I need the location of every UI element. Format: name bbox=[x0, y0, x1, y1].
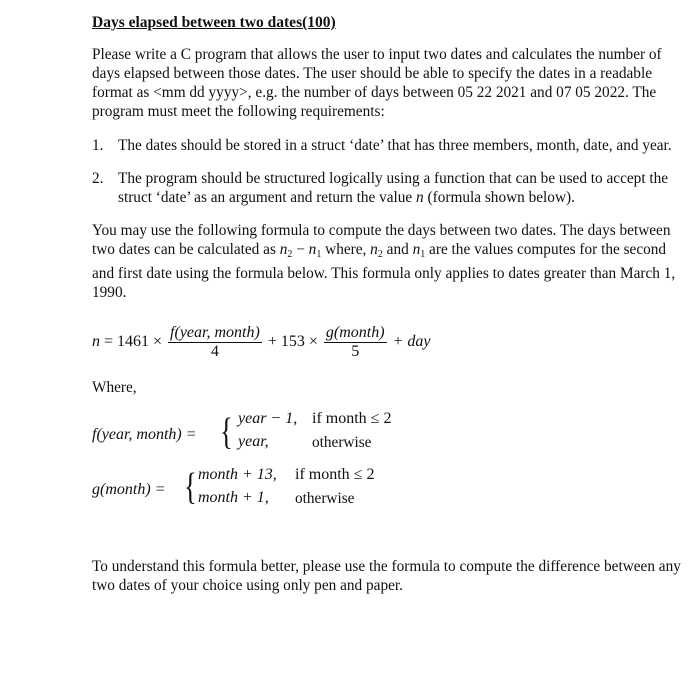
requirement-text: The program should be structured logically using a function that can be used to accept the struct ‘date’ as an argument and return the value n (formula shown below). bbox=[118, 170, 669, 206]
closing-paragraph: To understand this formula better, please use the formula to compute the difference between any two dates of your choice using only pen and paper. bbox=[92, 558, 681, 594]
f-case2-value: year, bbox=[238, 433, 269, 450]
fraction-g: $\frac{\text{g(month)}}{5}$ bbox=[325, 324, 385, 360]
formula-intro-paragraph: You may use the following formula to compute the days between two dates. The days between two dates can be calculated as $n_2 - n_1$ where, $n_2$ and $n_1$ are the values computes for the second and first date using the formula below. This formula only applies to dates greater than March 1, 1990. bbox=[92, 222, 676, 301]
requirement-text: The dates should be stored in a struct ‘date’ that has three members, month, date, and year. bbox=[118, 137, 672, 154]
g-case2-value: month + 1, bbox=[198, 489, 269, 506]
g-brace: { bbox=[184, 466, 197, 508]
fraction-f: $\frac{\text{f(year, month)}}{4}$ bbox=[170, 324, 260, 360]
requirement-number: 2. bbox=[92, 170, 104, 187]
g-definition-lhs: g(month) = bbox=[92, 481, 166, 498]
where-label: Where, bbox=[92, 379, 137, 396]
f-case1-value: year − 1, bbox=[238, 410, 298, 427]
page-title: Days elapsed between two dates(100) bbox=[92, 14, 336, 31]
intro-paragraph: Please write a C program that allows the user to input two dates and calculates the number of days elapsed between those dates. The user should be able to specify the dates in a readable format as <mm dd yyyy>, e.g. the number of days between 05 22 2021 and 07 05 2022. The program must meet the following requirements: bbox=[92, 46, 662, 120]
main-formula: n = 1461 × $\frac{\text{f(year, month)}}{4}$ + 153 × $\frac{\text{g(month)}}{5}$ + day bbox=[92, 324, 431, 360]
f-case1-condition: if month ≤ 2 bbox=[312, 410, 392, 427]
g-case1-value: month + 13, bbox=[198, 466, 277, 483]
g-case1-condition: if month ≤ 2 bbox=[295, 466, 375, 483]
requirement-number: 1. bbox=[92, 137, 104, 154]
f-brace: { bbox=[220, 411, 233, 453]
f-definition-lhs: f(year, month) = bbox=[92, 426, 197, 443]
f-case2-condition: otherwise bbox=[312, 434, 372, 451]
g-case2-condition: otherwise bbox=[295, 490, 355, 507]
